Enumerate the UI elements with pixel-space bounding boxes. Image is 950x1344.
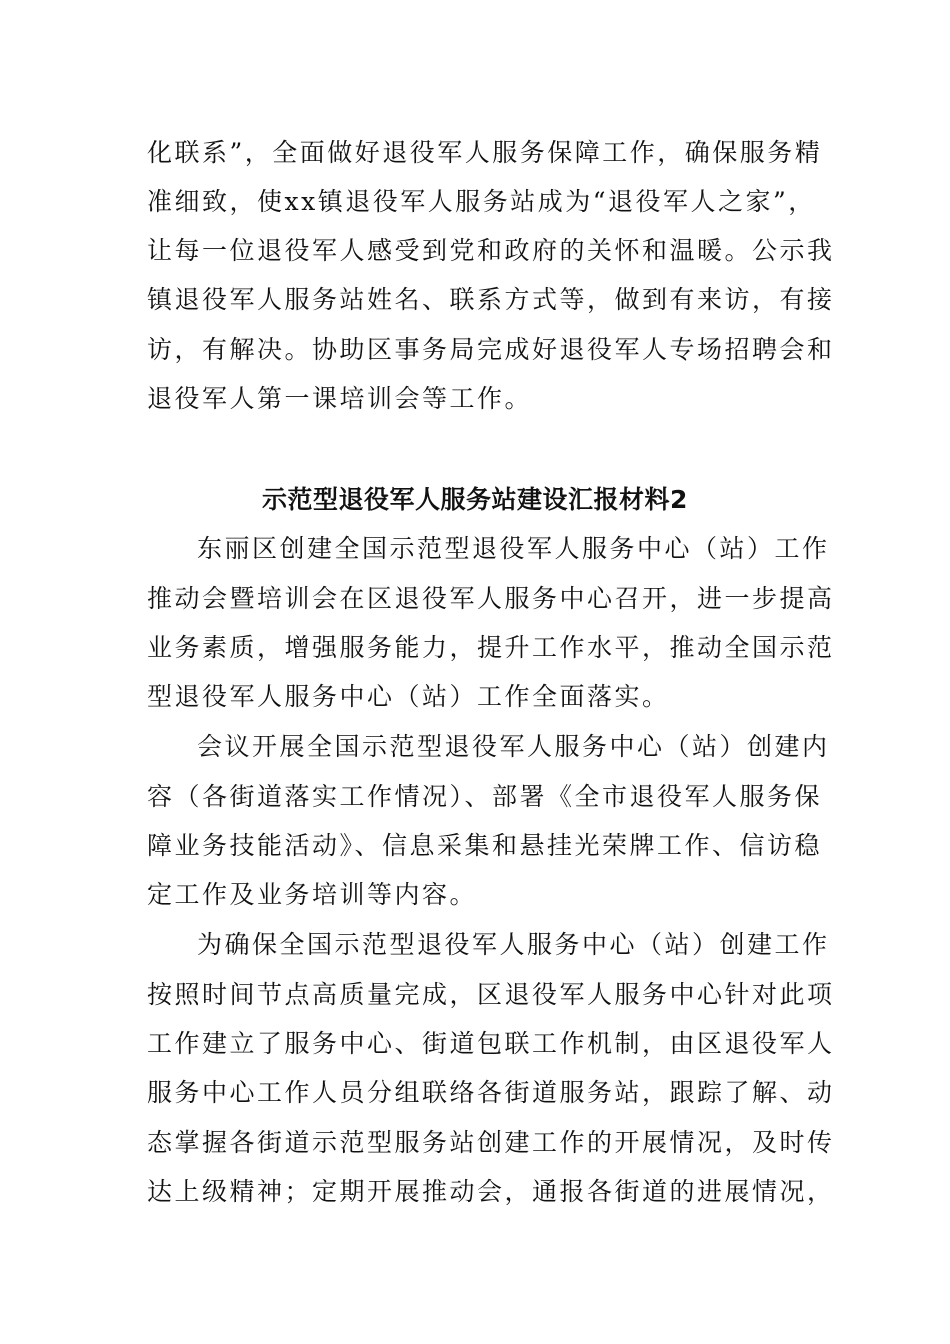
text-line: 镇退役军人服务站姓名、联系方式等，做到有来访，有接 — [147, 285, 835, 314]
text-line: 推动会暨培训会在区退役军人服务中心召开，进一步提高 — [147, 584, 835, 613]
section-title: 示范型退役军人服务站建设汇报材料2 — [262, 485, 688, 514]
text-line: 访，有解决。协助区事务局完成好退役军人专场招聘会和 — [147, 335, 835, 364]
text-line: 东丽区创建全国示范型退役军人服务中心（站）工作 — [197, 534, 830, 563]
text-line: 让每一位退役军人感受到党和政府的关怀和温暖。公示我 — [147, 236, 835, 265]
text-line: 准细致，使xx镇退役军人服务站成为“退役军人之家”， — [147, 187, 816, 216]
text-line: 化联系”，全面做好退役军人服务保障工作，确保服务精 — [147, 138, 823, 167]
text-line: 障业务技能活动》、信息采集和悬挂光荣牌工作、信访稳 — [147, 831, 823, 860]
text-line: 会议开展全国示范型退役军人服务中心（站）创建内 — [197, 732, 830, 761]
text-line: 退役军人第一课培训会等工作。 — [147, 384, 533, 413]
text-line: 服务中心工作人员分组联络各街道服务站，跟踪了解、动 — [147, 1078, 835, 1107]
text-line: 业务素质，增强服务能力，提升工作水平，推动全国示范 — [147, 633, 835, 662]
text-line: 定工作及业务培训等内容。 — [147, 880, 478, 909]
text-line: 为确保全国示范型退役军人服务中心（站）创建工作 — [197, 930, 830, 959]
text-line: 按照时间节点高质量完成，区退役军人服务中心针对此项 — [147, 980, 835, 1009]
text-line: 达上级精神；定期开展推动会，通报各街道的进展情况， — [147, 1177, 835, 1206]
text-line: 工作建立了服务中心、街道包联工作机制，由区退役军人 — [147, 1029, 835, 1058]
text-line: 型退役军人服务中心（站）工作全面落实。 — [147, 682, 670, 711]
text-line: 容（各街道落实工作情况）、部署《全市退役军人服务保 — [147, 782, 823, 811]
text-line: 态掌握各街道示范型服务站创建工作的开展情况，及时传 — [147, 1128, 835, 1157]
